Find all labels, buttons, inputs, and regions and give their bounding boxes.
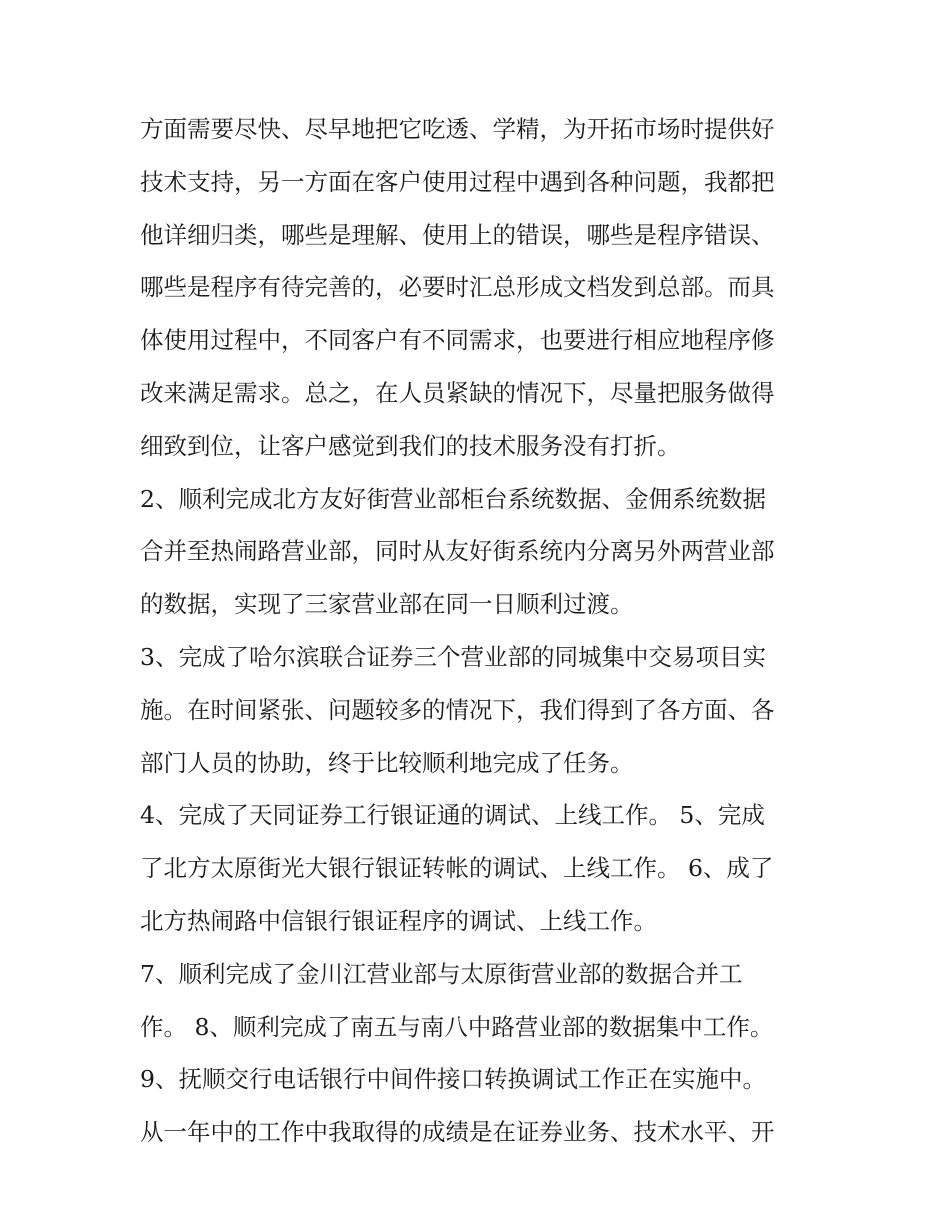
text-line: 方面需要尽快、尽早地把它吃透、学精，为开拓市场时提供好: [140, 115, 775, 143]
text-line: 施。在时间紧张、问题较多的情况下，我们得到了各方面、各: [140, 695, 775, 724]
text-line: 改来满足需求。总之，在人员紧缺的情况下，尽量把服务做得: [140, 378, 775, 407]
list-item-9: 9、抚顺交行电话银行中间件接口转换调试工作正在实施中。: [140, 1065, 766, 1094]
text-line: 哪些是程序有待完善的，必要时汇总形成文档发到总部。而具: [140, 273, 775, 302]
list-item-2: 2、顺利完成北方友好街营业部柜台系统数据、金佣系统数据: [140, 484, 766, 513]
text-line: 他详细归类，哪些是理解、使用上的错误，哪些是程序错误、: [140, 220, 775, 249]
list-item-7: 7、顺利完成了金川江营业部与太原街营业部的数据合并工: [140, 959, 743, 988]
list-item-3: 3、完成了哈尔滨联合证券三个营业部的同城集中交易项目实: [140, 642, 766, 671]
text-line: 技术支持，另一方面在客户使用过程中遇到各种问题，我都把: [140, 167, 775, 196]
text-line: 合并至热闹路营业部，同时从友好街系统内分离另外两营业部: [140, 537, 775, 566]
text-line: 细致到位，让客户感觉到我们的技术服务没有打折。: [140, 431, 681, 460]
text-line: 的数据，实现了三家营业部在同一日顺利过渡。: [140, 590, 634, 619]
text-line: 了北方太原街光大银行银证转帐的调试、上线工作。 6、成了: [140, 854, 774, 883]
text-line: 体使用过程中，不同客户有不同需求，也要进行相应地程序修: [140, 326, 775, 355]
body-text: [140, 103, 830, 1159]
text-line: 从一年中的工作中我取得的成绩是在证券业务、技术水平、开: [140, 1118, 775, 1147]
text-line: 北方热闹路中信银行银证程序的调试、上线工作。: [140, 906, 657, 935]
text-line: 作。 8、顺利完成了南五与南八中路营业部的数据集中工作。: [140, 1012, 774, 1041]
list-item-4: 4、完成了天同证券工行银证通的调试、上线工作。 5、完成: [140, 801, 765, 830]
text-line: 部门人员的协助，终于比较顺利地完成了任务。: [140, 748, 634, 777]
